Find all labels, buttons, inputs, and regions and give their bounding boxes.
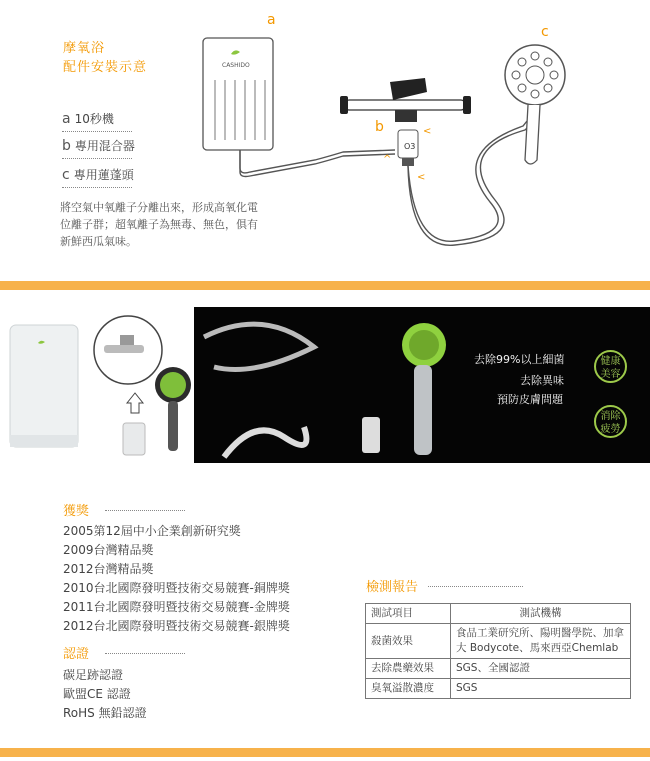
badge-relieve-fatigue: 消除疲勞 <box>594 405 627 438</box>
feature-text-3: 預防皮膚問題 <box>497 393 563 406</box>
cell-item: 去除農藥效果 <box>366 659 451 679</box>
table-header-row <box>366 604 631 624</box>
svg-text:^: ^ <box>383 154 392 165</box>
cert-item: 歐盟CE 認證 <box>63 687 131 701</box>
svg-text:<: < <box>423 126 432 137</box>
feature-text-2: 去除異味 <box>520 374 564 387</box>
ozone-device-icon <box>203 38 273 150</box>
award-item: 2005第12屆中小企業創新研究獎 <box>63 524 241 538</box>
cell-item: 臭氧溢散濃度 <box>366 679 451 699</box>
column-header-org: 測試機構 <box>451 604 631 624</box>
awards-heading: 獲獎 <box>63 504 90 519</box>
award-item: 2010台北國際發明暨技術交易競賽-銅牌獎 <box>63 581 290 595</box>
badge-health-beauty: 健康美容 <box>594 350 627 383</box>
part-a <box>62 110 132 132</box>
test-report-divider <box>428 585 523 587</box>
part-key: c <box>62 167 70 183</box>
table-row <box>366 624 631 659</box>
cell-org: SGS <box>451 679 631 699</box>
cert-item: 碳足跡認證 <box>63 668 124 682</box>
part-key: b <box>62 138 71 154</box>
part-label: 10秒機 <box>74 112 114 126</box>
part-label: 專用混合器 <box>74 139 135 153</box>
certs-divider <box>105 652 185 654</box>
brand-logo: CASHIDO <box>222 62 250 69</box>
product-description: 將空氣中氧離子分離出來，形成高氧化電位離子群；超氧離子為無毒、無色，俱有新鮮西瓜氣味。 <box>60 201 258 248</box>
o3-label: O3 <box>404 142 416 151</box>
test-report-table <box>365 603 631 699</box>
part-label: 專用蓮蓬頭 <box>73 168 134 182</box>
mixer-icon <box>340 78 471 166</box>
divider-band-bottom <box>0 748 650 757</box>
column-header-item: 測試項目 <box>366 604 451 624</box>
award-item: 2012台灣精品獎 <box>63 562 154 576</box>
diagram-svg <box>195 10 595 255</box>
svg-text:<: < <box>417 172 426 183</box>
award-item: 2012台北國際發明暨技術交易競賽-銀牌獎 <box>63 619 290 633</box>
part-key: a <box>62 111 71 127</box>
divider-band <box>0 281 650 290</box>
diagram-label-b: b <box>375 119 384 135</box>
part-b <box>62 137 135 159</box>
awards-divider <box>105 509 185 511</box>
test-report-heading: 檢測報告 <box>366 580 419 595</box>
cell-org: SGS、全國認證 <box>451 659 631 679</box>
section-title: 摩氧浴 <box>63 41 106 56</box>
promo-dark-panel <box>194 307 650 463</box>
certs-heading: 認證 <box>63 647 90 662</box>
table-row <box>366 679 631 699</box>
product-set-illustration <box>0 305 194 465</box>
cert-item: RoHS 無鉛認證 <box>63 706 147 720</box>
diagram-label-c: c <box>541 24 549 40</box>
section-subtitle: 配件安裝示意 <box>63 60 148 75</box>
installation-diagram <box>195 10 595 255</box>
diagram-label-a: a <box>267 12 276 28</box>
award-item: 2009台灣精品獎 <box>63 543 154 557</box>
cell-item: 殺菌效果 <box>366 624 451 659</box>
hose-and-shower-photo <box>194 307 650 463</box>
table-row <box>366 659 631 679</box>
part-c <box>62 166 132 188</box>
cell-org: 食品工業研究所、陽明醫學院、加拿大 Bodycote、馬來西亞Chemlab <box>451 624 631 659</box>
shower-head-icon <box>505 45 565 164</box>
feature-text-1: 去除99%以上細菌 <box>474 353 565 366</box>
award-item: 2011台北國際發明暨技術交易競賽-金牌獎 <box>63 600 290 614</box>
